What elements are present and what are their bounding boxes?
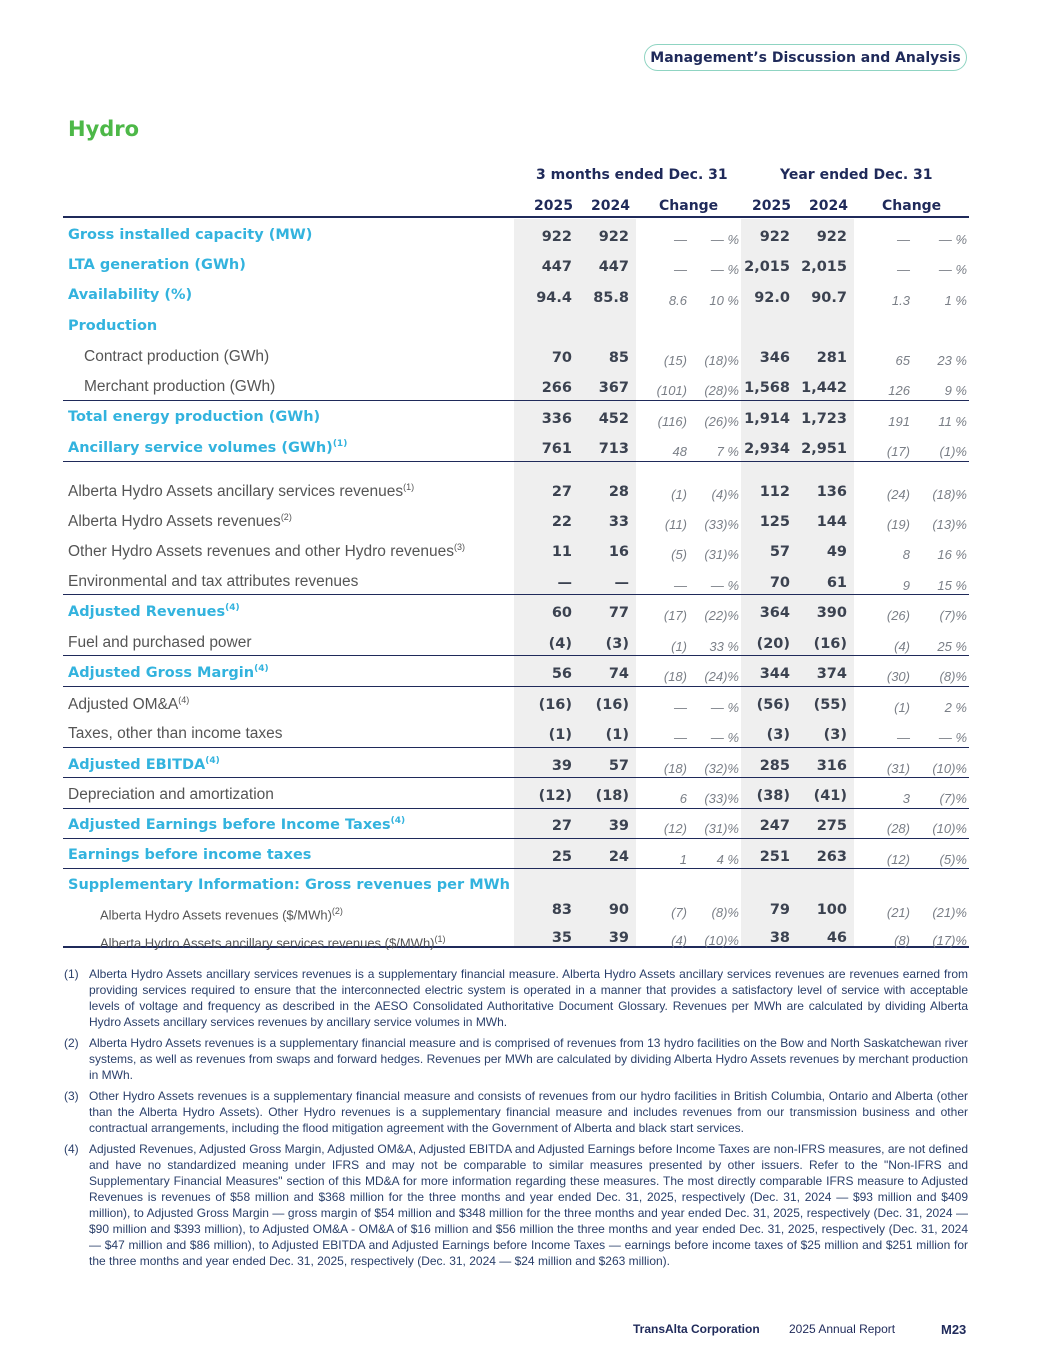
- cell-yc: (19): [886, 517, 910, 532]
- cell-qc: —: [674, 730, 687, 745]
- cell-q25: 447: [541, 259, 572, 275]
- cell-q25: 25: [551, 849, 572, 865]
- cell-q25: 94.4: [536, 290, 572, 306]
- cell-yc: 1.3: [891, 293, 910, 308]
- cell-yc: (26): [886, 608, 910, 623]
- cell-yc: 191: [888, 414, 910, 429]
- cell-q25: 22: [551, 514, 572, 530]
- row-label: Other Hydro Assets revenues and other Hydro revenues$^{(3)}$: [68, 542, 465, 561]
- cell-q25: (1): [548, 727, 572, 743]
- rule-ancillary: [63, 461, 969, 462]
- cell-yc: (28): [886, 821, 910, 836]
- cell-y25: 2,015: [744, 259, 790, 275]
- cell-y24: 144: [816, 514, 847, 530]
- cell-qc: 8.6: [668, 293, 687, 308]
- cell-yp: (10)%: [932, 761, 967, 776]
- cell-y25: 1,568: [744, 380, 790, 396]
- cell-y25: (56): [756, 697, 790, 713]
- rule-total-energy: [63, 400, 969, 401]
- cell-yc: 65: [895, 353, 910, 368]
- cell-qc: (1): [671, 639, 687, 654]
- cell-qp: (31)%: [704, 547, 739, 562]
- cell-q24: (1): [605, 727, 629, 743]
- cell-q24: 367: [598, 380, 629, 396]
- page-title: Hydro: [68, 117, 140, 141]
- cell-yp: (1)%: [939, 444, 967, 459]
- row-label: Availability (%): [68, 287, 193, 303]
- cell-yp: (7)%: [939, 608, 967, 623]
- cell-qc: (4): [671, 933, 687, 948]
- col-y2025: 2025: [752, 198, 791, 214]
- footnote: (4) Adjusted Revenues, Adjusted Gross Margin, Adjusted OM&A, Adjusted EBITDA and Adjusted Earnings before Income Taxes are non-IFRS measures, are not defined and have no standardized meaning under IFRS and may not be comparable to similar measures presented by other issuers. Refer to the "Non-IFRS and Supplementary Financial Measures" section of this MD&A for more information regarding these measures. The most directly comparable IFRS measure to Adjusted Revenues is revenues of $58 million and $368 million for the three months and year ended Dec. 31, 2025, respectively (Dec. 31, 2024 — $93 million and $409 million), to Adjusted Gross Margin — gross margin of $54 million and $348 million for the three months and year ended Dec. 31, 2025, respectively (Dec. 31, 2024 — $90 million and $393 million), to Adjusted OM&A - OM&A of $16 million and $56 million the three months and year ended Dec. 31, 2025, respectively (Dec. 31, 2024 — $47 million and $86 million), to Adjusted EBITDA and Adjusted Earnings before Income Taxes — earnings before income taxes of $25 million and $251 million for the three months and year ended Dec. 31, 2025, respectively (Dec. 31, 2024 — $24 million and $263 million).: [64, 1142, 968, 1268]
- cell-qc: —: [674, 232, 687, 247]
- header-year: Year ended Dec. 31: [780, 167, 933, 183]
- cell-y25: 364: [759, 605, 790, 621]
- cell-qp: (32)%: [704, 761, 739, 776]
- cell-yc: (24): [886, 487, 910, 502]
- cell-qc: (15): [663, 353, 687, 368]
- cell-qc: (116): [657, 414, 687, 429]
- cell-qc: (18): [663, 669, 687, 684]
- cell-yp: — %: [938, 232, 967, 247]
- cell-yc: (31): [886, 761, 910, 776]
- row-label: Taxes, other than income taxes: [68, 725, 283, 742]
- rule-adj-gross-margin-top: [63, 655, 969, 656]
- cell-yp: 11 %: [938, 414, 967, 429]
- cell-y24: 1,723: [801, 411, 847, 427]
- cell-q25: 27: [551, 818, 572, 834]
- cell-q24: 452: [598, 411, 629, 427]
- cell-yc: 3: [902, 791, 910, 806]
- cell-y24: 100: [816, 902, 847, 918]
- row-label: Total energy production (GWh): [68, 409, 321, 425]
- cell-qp: (26)%: [704, 414, 739, 429]
- cell-yp: (5)%: [939, 852, 967, 867]
- cell-yp: — %: [938, 262, 967, 277]
- col-q2024: 2024: [591, 198, 630, 214]
- cell-q25: 39: [551, 758, 572, 774]
- row-label: Merchant production (GWh): [84, 378, 276, 395]
- cell-q25: —: [557, 575, 572, 591]
- rule-adj-ebitda-bottom: [63, 777, 969, 778]
- cell-y25: (3): [766, 727, 790, 743]
- cell-q24: 16: [608, 544, 629, 560]
- cell-q24: 85: [608, 350, 629, 366]
- row-label: Contract production (GWh): [84, 348, 270, 365]
- cell-q25: 27: [551, 484, 572, 500]
- cell-q24: 713: [598, 441, 629, 457]
- header-three-months: 3 months ended Dec. 31: [536, 167, 728, 183]
- row-label: Adjusted EBITDA$^{(4)}$: [68, 756, 220, 773]
- cell-yp: (10)%: [932, 821, 967, 836]
- footnotes: [64, 966, 968, 1274]
- cell-qc: (11): [664, 517, 687, 532]
- cell-q25: 35: [551, 930, 572, 946]
- cell-yc: (30): [886, 669, 910, 684]
- cell-y25: (38): [756, 788, 790, 804]
- cell-yc: (12): [886, 852, 910, 867]
- cell-qc: 6: [679, 791, 687, 806]
- cell-y25: (20): [756, 636, 790, 652]
- cell-yc: (21): [886, 905, 910, 920]
- cell-q24: 28: [608, 484, 629, 500]
- cell-yp: 9 %: [944, 383, 967, 398]
- cell-y25: 2,934: [744, 441, 790, 457]
- cell-qc: (12): [663, 821, 687, 836]
- cell-y25: 38: [769, 930, 790, 946]
- cell-qp: (28)%: [704, 383, 739, 398]
- cell-q24: 77: [608, 605, 629, 621]
- cell-yc: —: [897, 232, 910, 247]
- cell-q24: (3): [605, 636, 629, 652]
- cell-y24: 275: [816, 818, 847, 834]
- col-y-change: Change: [882, 198, 942, 214]
- cell-y24: 922: [816, 229, 847, 245]
- cell-y24: 2,015: [801, 259, 847, 275]
- cell-y25: 251: [759, 849, 790, 865]
- cell-y25: 346: [759, 350, 790, 366]
- cell-qc: (18): [663, 761, 687, 776]
- cell-y25: 70: [769, 575, 790, 591]
- cell-q25: 266: [541, 380, 572, 396]
- cell-q24: 74: [608, 666, 629, 682]
- cell-qp: (31)%: [704, 821, 739, 836]
- cell-qc: —: [674, 262, 687, 277]
- cell-qc: (1): [671, 487, 687, 502]
- cell-yp: — %: [938, 730, 967, 745]
- cell-qp: (33)%: [704, 517, 739, 532]
- footer-report: 2025 Annual Report: [789, 1322, 896, 1336]
- cell-y24: 390: [816, 605, 847, 621]
- footer-company: TransAlta Corporation: [633, 1322, 760, 1336]
- cell-yp: (18)%: [932, 487, 967, 502]
- cell-qc: —: [674, 700, 687, 715]
- cell-y25: 125: [759, 514, 790, 530]
- cell-q25: (16): [538, 697, 572, 713]
- cell-q24: 57: [608, 758, 629, 774]
- col-q-change: Change: [659, 198, 719, 214]
- cell-yp: 15 %: [937, 578, 967, 593]
- row-label: Supplementary Information: Gross revenues per MWh: [68, 877, 510, 893]
- cell-yp: (17)%: [932, 933, 967, 948]
- rule-ebt-bottom: [63, 868, 969, 869]
- rule-adj-gross-margin-bottom: [63, 686, 969, 687]
- row-label: Ancillary service volumes (GWh)$^{(1)}$: [68, 439, 348, 456]
- footnote: (3) Other Hydro Assets revenues is a supplementary financial measure and consists of revenues from our hydro facilities in British Columbia, Ontario and Alberta (other than the Alberta Hydro Assets). Other Hydro revenues is a supplementary financial measure and includes revenues from our transmission business and other contractual arrangements, including the flood mitigation agreement with the Government of Alberta and black start services.: [64, 1089, 968, 1135]
- cell-y24: (41): [813, 788, 847, 804]
- cell-qp: 7 %: [716, 444, 739, 459]
- rule-adj-revenues: [63, 594, 969, 595]
- cell-qp: (33)%: [704, 791, 739, 806]
- row-label: Fuel and purchased power: [68, 634, 252, 651]
- cell-yp: (8)%: [939, 669, 967, 684]
- cell-qp: — %: [710, 262, 739, 277]
- cell-q25: 56: [551, 666, 572, 682]
- cell-qp: (22)%: [704, 608, 739, 623]
- cell-qc: (7): [671, 905, 687, 920]
- header-rule: [63, 216, 969, 218]
- cell-qp: — %: [710, 730, 739, 745]
- row-label: Alberta Hydro Assets revenues$^{(2)}$: [68, 512, 292, 531]
- cell-q25: (12): [538, 788, 572, 804]
- footnote: (1) Alberta Hydro Assets ancillary services revenues is a supplementary financial measure. Alberta Hydro Assets ancillary services revenues are revenues earned from providing services required to ensure that the interconnected electric system is operated in a manner that provides a satisfactory level of service with acceptable levels of voltage and frequency as described in the AESO Consolidated Authoritative Document Glossary. Revenues per MWh are calculated by dividing Alberta Hydro Assets ancillary services revenues by ancillary service volumes in MWh.: [64, 967, 968, 1029]
- cell-q24: (18): [595, 788, 629, 804]
- cell-y24: 316: [816, 758, 847, 774]
- cell-yp: 23 %: [937, 353, 967, 368]
- cell-yc: 8: [902, 547, 910, 562]
- row-label: Alberta Hydro Assets ancillary services revenues$^{(1)}$: [68, 482, 415, 501]
- rule-adj-ebt-bottom: [63, 838, 969, 839]
- cell-qp: — %: [710, 700, 739, 715]
- cell-yc: —: [897, 730, 910, 745]
- cell-y24: 46: [826, 930, 847, 946]
- cell-y24: 281: [816, 350, 847, 366]
- cell-y25: 112: [759, 484, 790, 500]
- cell-yc: 126: [888, 383, 910, 398]
- cell-qc: —: [674, 578, 687, 593]
- cell-qc: (101): [656, 383, 687, 398]
- cell-y25: 247: [759, 818, 790, 834]
- cell-q24: 90: [608, 902, 629, 918]
- cell-q25: 60: [551, 605, 572, 621]
- row-label: Alberta Hydro Assets ancillary services revenues ($/MWh)$^{(1)}$: [100, 934, 446, 951]
- cell-y25: 92.0: [754, 290, 790, 306]
- row-label: Adjusted Revenues$^{(4)}$: [68, 603, 240, 620]
- cell-y25: 57: [769, 544, 790, 560]
- cell-y24: 2,951: [801, 441, 847, 457]
- cell-yp: 2 %: [944, 700, 967, 715]
- section-pill: Management’s Discussion and Analysis: [644, 44, 967, 71]
- cell-yc: (17): [886, 444, 910, 459]
- cell-yc: (4): [894, 639, 910, 654]
- cell-qp: (18)%: [704, 353, 739, 368]
- cell-qp: (4)%: [711, 487, 739, 502]
- cell-qc: 1: [679, 852, 687, 867]
- cell-y24: 1,442: [801, 380, 847, 396]
- row-label: Production: [68, 318, 158, 334]
- cell-qp: 4 %: [716, 852, 739, 867]
- cell-qc: 48: [672, 444, 687, 459]
- cell-q25: 70: [551, 350, 572, 366]
- cell-yp: 16 %: [937, 547, 967, 562]
- cell-y24: 374: [816, 666, 847, 682]
- rule-adj-ebt-top: [63, 808, 969, 809]
- cell-q24: 447: [598, 259, 629, 275]
- cell-qp: (24)%: [704, 669, 739, 684]
- cell-y25: 1,914: [744, 411, 790, 427]
- row-label: Earnings before income taxes: [68, 847, 312, 863]
- cell-q24: 39: [608, 930, 629, 946]
- cell-y24: 136: [816, 484, 847, 500]
- cell-q24: 85.8: [593, 290, 629, 306]
- cell-qc: (5): [671, 547, 687, 562]
- row-label: LTA generation (GWh): [68, 257, 246, 273]
- cell-q24: 33: [608, 514, 629, 530]
- cell-y24: (55): [813, 697, 847, 713]
- cell-yc: (1): [894, 700, 910, 715]
- cell-qp: (10)%: [704, 933, 739, 948]
- cell-y24: (16): [813, 636, 847, 652]
- col-q2025: 2025: [534, 198, 573, 214]
- cell-y24: 49: [826, 544, 847, 560]
- footnote: (2) Alberta Hydro Assets revenues is a supplementary financial measure and is comprised of revenues from 13 hydro facilities on the Bow and North Saskatchewan river systems, as well as revenues from swaps and forward hedges. Revenues per MWh are calculated by dividing Alberta Hydro Assets revenues by merchant production in MWh.: [64, 1036, 968, 1082]
- cell-qp: 33 %: [709, 639, 739, 654]
- cell-yc: 9: [902, 578, 910, 593]
- cell-yp: (21)%: [932, 905, 967, 920]
- cell-qp: (8)%: [711, 905, 739, 920]
- cell-y24: 263: [816, 849, 847, 865]
- page-number: M23: [941, 1322, 967, 1337]
- cell-yp: 1 %: [944, 293, 967, 308]
- cell-y25: 344: [759, 666, 790, 682]
- cell-yc: —: [897, 262, 910, 277]
- cell-q25: 761: [541, 441, 572, 457]
- cell-q25: 922: [541, 229, 572, 245]
- cell-y24: (3): [823, 727, 847, 743]
- cell-y25: 922: [759, 229, 790, 245]
- cell-q24: (16): [595, 697, 629, 713]
- cell-q24: 922: [598, 229, 629, 245]
- row-label: Adjusted Gross Margin$^{(4)}$: [68, 664, 269, 681]
- cell-q24: 39: [608, 818, 629, 834]
- row-label: Depreciation and amortization: [68, 786, 274, 803]
- cell-q25: (4): [548, 636, 572, 652]
- cell-yp: (13)%: [932, 517, 967, 532]
- cell-y25: 79: [769, 902, 790, 918]
- cell-q25: 11: [551, 544, 572, 560]
- cell-y24: 90.7: [811, 290, 847, 306]
- rule-adj-ebitda-top: [63, 747, 969, 748]
- cell-yp: (7)%: [939, 791, 967, 806]
- cell-qp: — %: [710, 578, 739, 593]
- cell-q25: 83: [551, 902, 572, 918]
- cell-y24: 61: [826, 575, 847, 591]
- row-label: Adjusted Earnings before Income Taxes$^{(4)}$: [68, 816, 406, 833]
- cell-yp: 25 %: [937, 639, 967, 654]
- row-label: Adjusted $OM\&A^{(4)}$: [68, 695, 190, 714]
- cell-q25: 336: [541, 411, 572, 427]
- row-label: Alberta Hydro Assets revenues ($/MWh)$^{(2)}$: [100, 906, 343, 923]
- cell-qc: (17): [663, 608, 687, 623]
- cell-yc: (8): [894, 933, 910, 948]
- col-y2024: 2024: [809, 198, 848, 214]
- cell-q24: 24: [608, 849, 629, 865]
- cell-qp: 10 %: [709, 293, 739, 308]
- cell-y25: 285: [759, 758, 790, 774]
- cell-qp: — %: [710, 232, 739, 247]
- row-label: Gross installed capacity (MW): [68, 227, 313, 243]
- row-label: Environmental and tax attributes revenues: [68, 573, 359, 590]
- cell-q24: —: [614, 575, 629, 591]
